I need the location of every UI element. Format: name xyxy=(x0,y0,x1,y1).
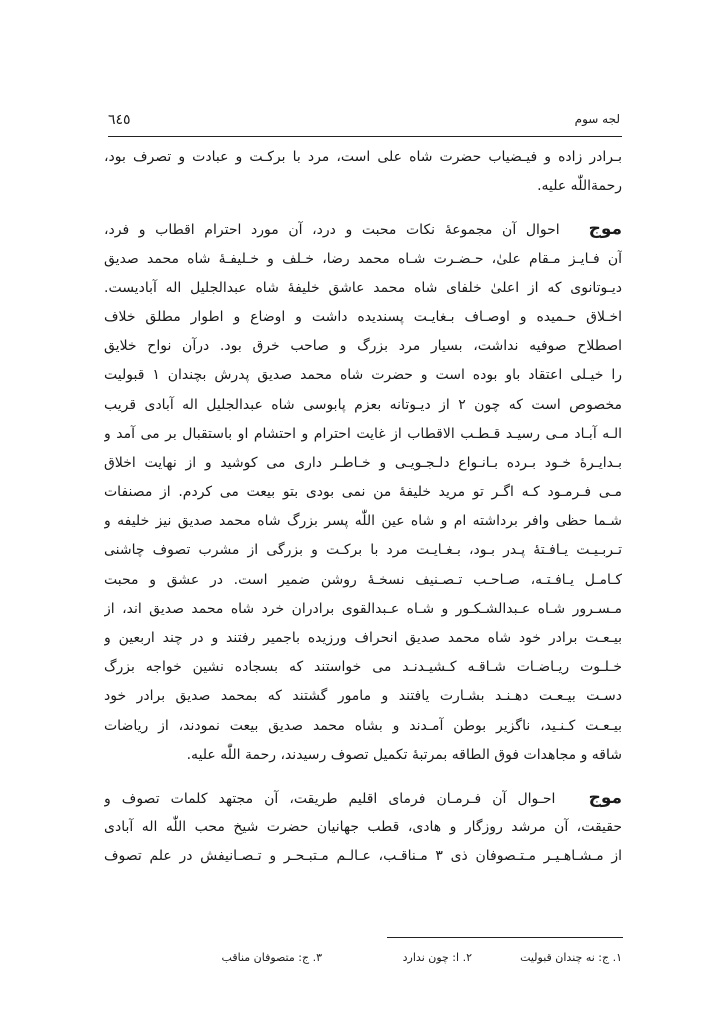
text-line-content: احـوال آن فـرمـان فرمای اقلیم طریقت، آن مجتهد کلمات تصوف و xyxy=(104,790,556,807)
paragraph-2 xyxy=(104,215,622,770)
text-line: مخصوص است که چون ٢ از دیـوتانه بعزم پابوسی شاه عبدالجلیل اله آبادی قریب xyxy=(104,396,622,413)
text-line: بـدایـرهٔ خـود بـرده بـانـواع دلـجـویـی و خـاطـر داری می کوشید و از نهایت اخلاق xyxy=(104,454,622,471)
footnote: ٢. ا: چون ندارد xyxy=(402,951,472,964)
text-line: الـه آبـاد مـی رسیـد قـطـب الاقطاب از غایت احترام و احتشام او باستقبال بر می آمد و xyxy=(104,425,622,442)
text-line: دیـوتانوی که از اعلیٰ خلفای شاه محمد عاشق خلیفهٔ شاه عبدالجلیل اله آبادیست. xyxy=(104,279,622,296)
text-line: تـربـیـت یـافـتهٔ پـدر بـود، بـغـایـت مرد با برکـت و بزرگی از مشرب تصوف چاشنی xyxy=(104,542,622,559)
page-number: ٦٤٥ xyxy=(108,112,131,128)
paragraph-3 xyxy=(104,784,622,872)
text-line: اصطلاح صوفیه نداشت، بسیار مرد بزرگ و صاحب خرق بود. درآن نواح خلایق xyxy=(104,338,622,355)
text-line: مـی فـرمـود کـه اگـر تو مرید خلیفهٔ من نمی بودی بتو بیعت می کردم. از مصنفات xyxy=(104,484,622,501)
text-line: کـامـل یـافـتـه، صـاحـب تـصـنیف نسخـهٔ روشن ضمیر است. در عشق و محبت xyxy=(104,571,622,588)
text-line: دسـت بیـعـت دهـنـد بشـارت یافتند و مامور گشتند که بمحمد صدیق برادر خود xyxy=(104,688,622,705)
text-line: مـسـرور شـاه عـبدالشـکـور و شـاه عـبدالقوی برادران خرد شاه محمد صدیق اند، از xyxy=(104,600,622,617)
text-line: بـرادر زاده و فیـضیاب حضرت شاه علی است، مرد با برکـت و عبادت و تصرف بود، xyxy=(104,149,622,165)
paragraph-lead-word: موج xyxy=(588,787,622,808)
footnote: ٣. ج: متصوفان مناقب xyxy=(221,951,322,964)
text-line-content: احوال آن مجموعهٔ نکات محبت و درد، آن مورد احترام اقطاب و فرد، xyxy=(104,222,560,239)
text-line: از مـشـاهـیـر مـتـصوفان ذی ٣ مـناقـب، عـالـم مـتبـحـر و تـصـانیفش در علم تصوف xyxy=(104,848,622,865)
header-rule xyxy=(108,136,622,137)
text-line: رحمةاللّٰه علیه. xyxy=(537,178,622,195)
paragraph-1 xyxy=(104,143,622,201)
text-line xyxy=(104,784,622,813)
footnote: ١. ج: نه چندان قبولیت xyxy=(520,951,622,964)
text-line: آن فـایـز مـقام علیٰ، حـضـرت شـاه محمد رضا، خـلف و خـلیفـهٔ شاه محمد صدیق xyxy=(104,250,622,267)
text-line: خـلـوت ریـاضـات شـاقـه کـشیـدنـد می خواستند که بسجاده نشین خواجه بزرگ xyxy=(104,659,622,676)
text-line: حقیقت، آن مرشد روزگار و هادی، قطب جهانیان حضرت شیخ محب اللّٰه اله آبادی xyxy=(104,819,622,836)
text-line: را خیـلی اعتقاد باو بوده است و حضرت شاه محمد صدیق پدرش بچندان ١ قبولیت xyxy=(104,367,622,384)
paragraph-lead-word: موج xyxy=(588,219,622,240)
text-line: بیـعـت برادر خود شاه محمد صدیق انحراف ورزیده باجمیر رفتند و در چند اربعین و xyxy=(104,630,622,646)
text-line: بیـعـت کـنـید، ناگزیر بوطن آمـدند و بشاه محمد صدیق بیعت نمودند، از ریاضات xyxy=(104,717,622,734)
page-header xyxy=(108,112,620,134)
body-text xyxy=(104,143,622,872)
text-line: اخـلاق حـمیده و اوصـاف بـغایـت پسندیده داشت و اوضاع و اطوار مطلق خلاف xyxy=(104,308,622,325)
text-line xyxy=(104,215,622,244)
running-title: لجه سوم xyxy=(574,112,620,126)
footnote-rule xyxy=(387,937,623,938)
footnotes xyxy=(108,951,622,971)
text-line: شاقه و مجاهدات فوق الطاقه بمرتبهٔ تکمیل تصوف رسیدند، رحمة اللّٰه علیه. xyxy=(186,746,622,763)
text-line: شـما حظی وافر برداشته ام و شاه عین اللّٰه پسر بزرگ شاه محمد صدیق نیز خلیفه و xyxy=(104,513,622,530)
